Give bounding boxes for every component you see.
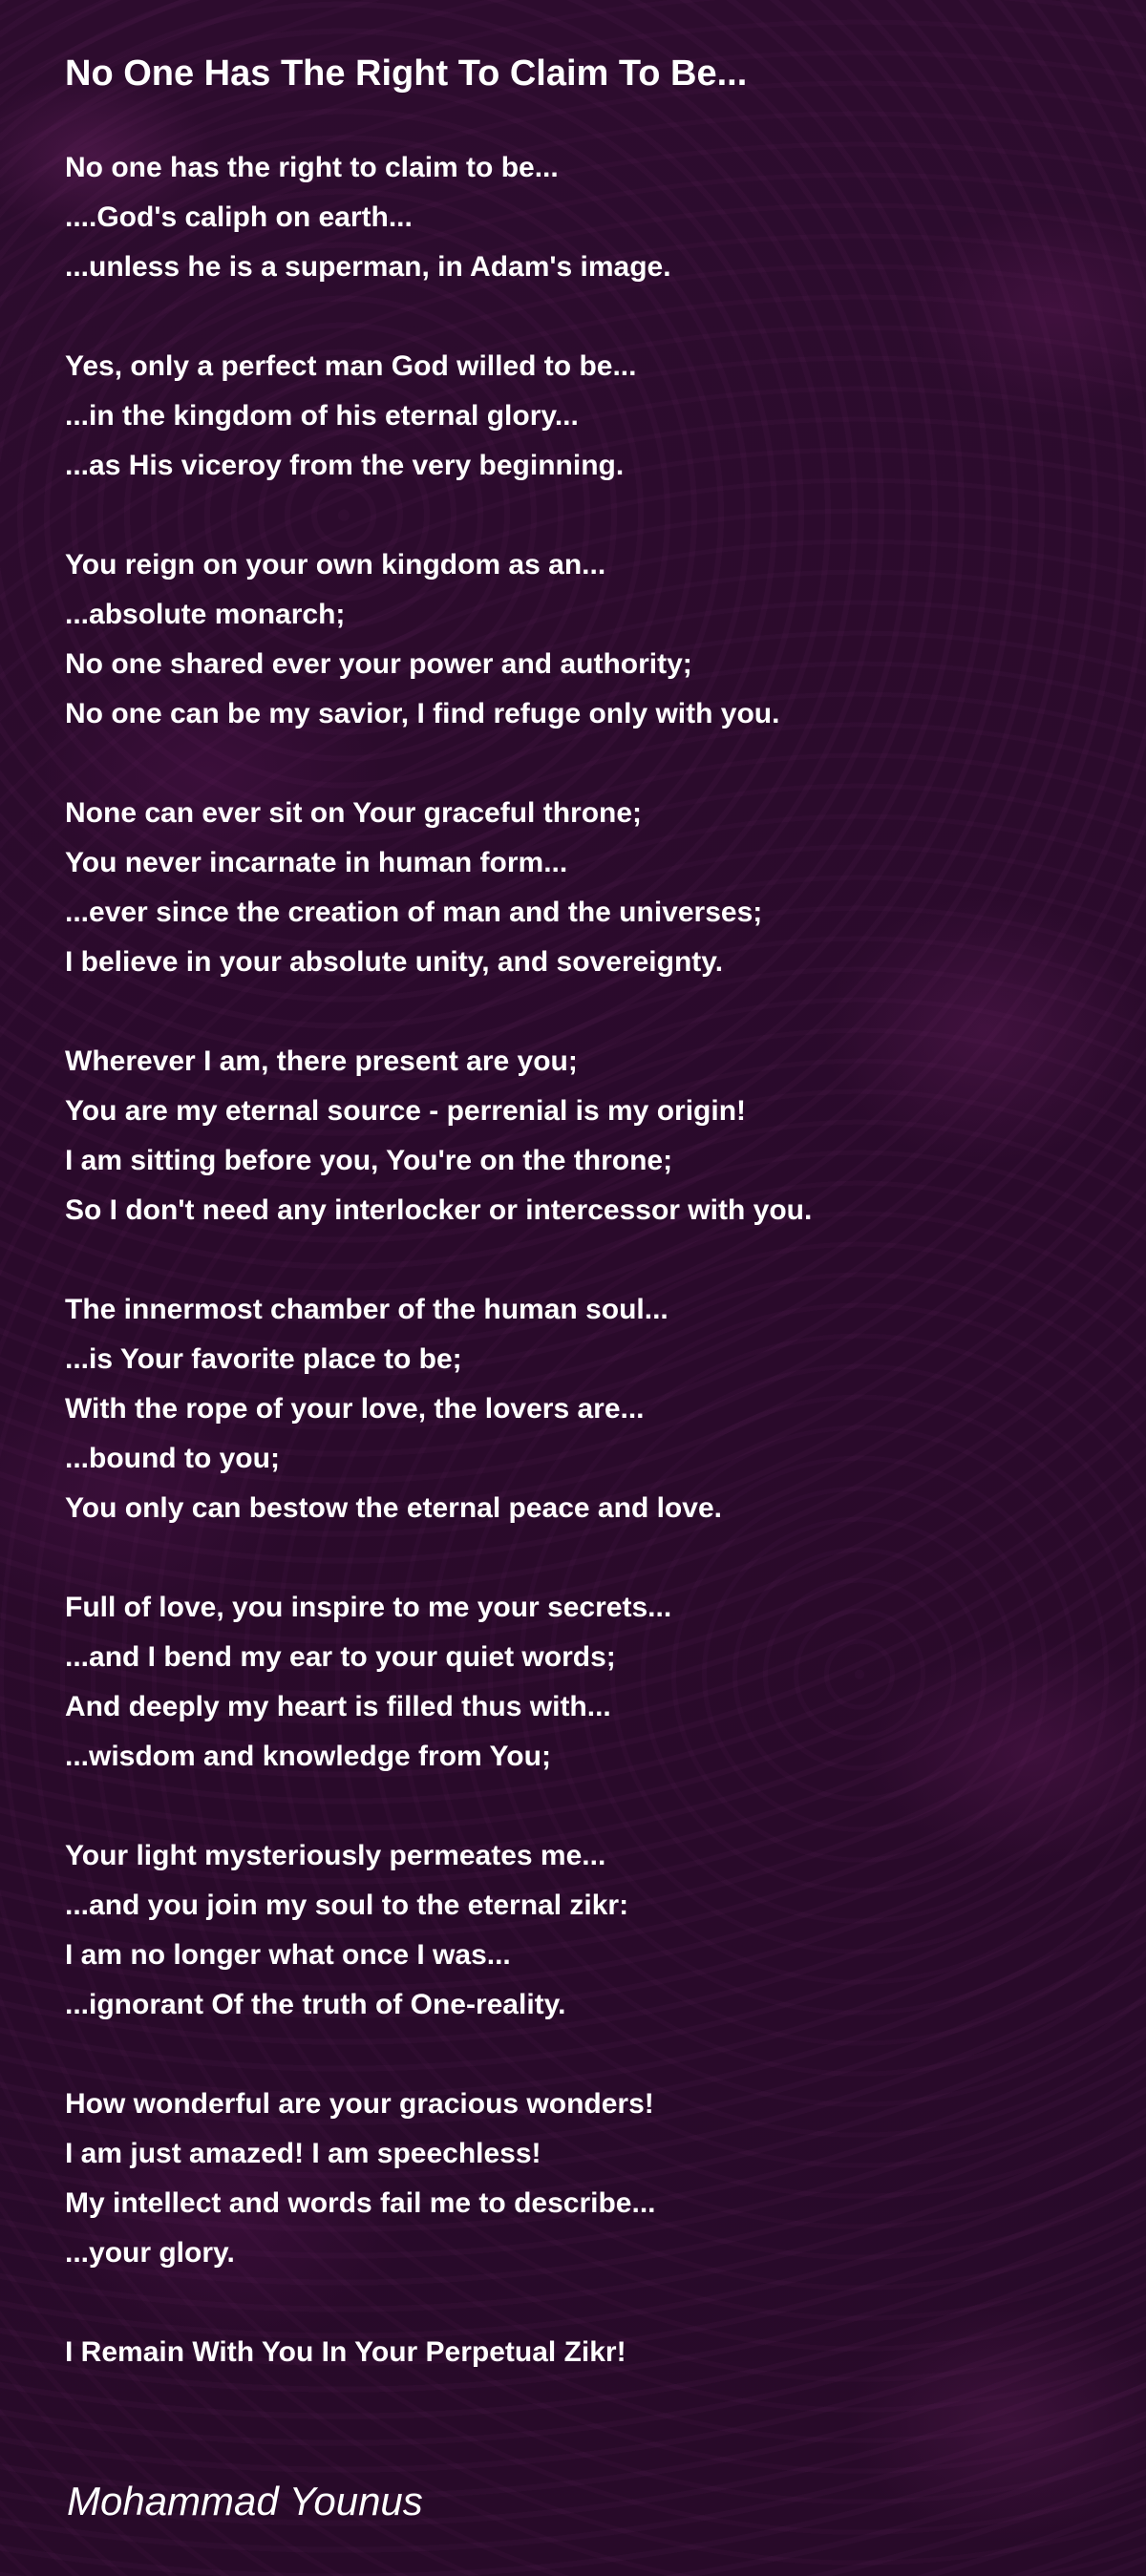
poem-line: How wonderful are your gracious wonders! (65, 2088, 654, 2120)
poem-line: Yes, only a perfect man God willed to be... (65, 350, 637, 382)
poem-line: ...as His viceroy from the very beginning. (65, 450, 625, 481)
poem-stanza (65, 2080, 1096, 2278)
poem-line: You reign on your own kingdom as an... (65, 549, 606, 581)
poem-line: So I don't need any interlocker or intercessor with you. (65, 1194, 813, 1226)
poem-line: ...and I bend my ear to your quiet words; (65, 1641, 616, 1673)
poem-stanza (65, 342, 1096, 491)
poem-line: ...ever since the creation of man and the universes; (65, 897, 763, 928)
poem-container (65, 50, 1096, 2427)
poem-line: ...absolute monarch; (65, 599, 346, 630)
poem-line: I am no longer what once I was... (65, 1939, 511, 1971)
poem-line: No one shared ever your power and authority; (65, 648, 692, 680)
poem-body (65, 143, 1096, 2377)
poem-line: You are my eternal source - perrenial is my origin! (65, 1095, 747, 1127)
poem-line: I believe in your absolute unity, and sovereignty. (65, 946, 724, 978)
poem-line: You only can bestow the eternal peace and love. (65, 1492, 722, 1524)
poem-line: You never incarnate in human form... (65, 847, 568, 878)
poem-line: I Remain With You In Your Perpetual Zikr! (65, 2336, 626, 2368)
poem-line: My intellect and words fail me to describe... (65, 2187, 656, 2219)
poem-line: ...unless he is a superman, in Adam's image. (65, 251, 671, 283)
poem-line: And deeply my heart is filled thus with... (65, 1691, 611, 1722)
poem-author: Mohammad Younus (67, 2479, 423, 2523)
poem-line: With the rope of your love, the lovers are... (65, 1393, 645, 1425)
poem-title: No One Has The Right To Claim To Be... (65, 53, 748, 94)
poem-line: The innermost chamber of the human soul... (65, 1294, 668, 1325)
poem-line: ...bound to you; (65, 1443, 280, 1474)
poem-stanza (65, 1583, 1096, 1782)
poem-stanza (65, 1285, 1096, 1533)
poem-stanza (65, 1831, 1096, 2030)
poem-line: ...is Your favorite place to be; (65, 1343, 462, 1375)
poem-line: Your light mysteriously permeates me... (65, 1840, 606, 1871)
poem-line: I am just amazed! I am speechless! (65, 2138, 541, 2169)
poem-line: No one can be my savior, I find refuge only with you. (65, 698, 780, 729)
poem-line: None can ever sit on Your graceful throne; (65, 797, 643, 829)
poem-stanza (65, 540, 1096, 739)
poem-line: ...your glory. (65, 2237, 235, 2269)
poem-line: Wherever I am, there present are you; (65, 1045, 578, 1077)
poem-line: ...ignorant Of the truth of One-reality. (65, 1989, 566, 2020)
poem-stanza (65, 789, 1096, 987)
poem-line: I am sitting before you, You're on the throne; (65, 1145, 673, 1176)
poem-line: No one has the right to claim to be... (65, 152, 559, 183)
poem-line: Full of love, you inspire to me your secrets... (65, 1592, 672, 1623)
poem-line: ...in the kingdom of his eternal glory... (65, 400, 579, 432)
poem-stanza (65, 143, 1096, 292)
poem-stanza (65, 2328, 1096, 2377)
poem-line: ....God's caliph on earth... (65, 201, 413, 233)
poem-stanza (65, 1037, 1096, 1235)
poem-line: ...wisdom and knowledge from You; (65, 1741, 551, 1772)
poem-line: ...and you join my soul to the eternal zikr: (65, 1890, 629, 1921)
